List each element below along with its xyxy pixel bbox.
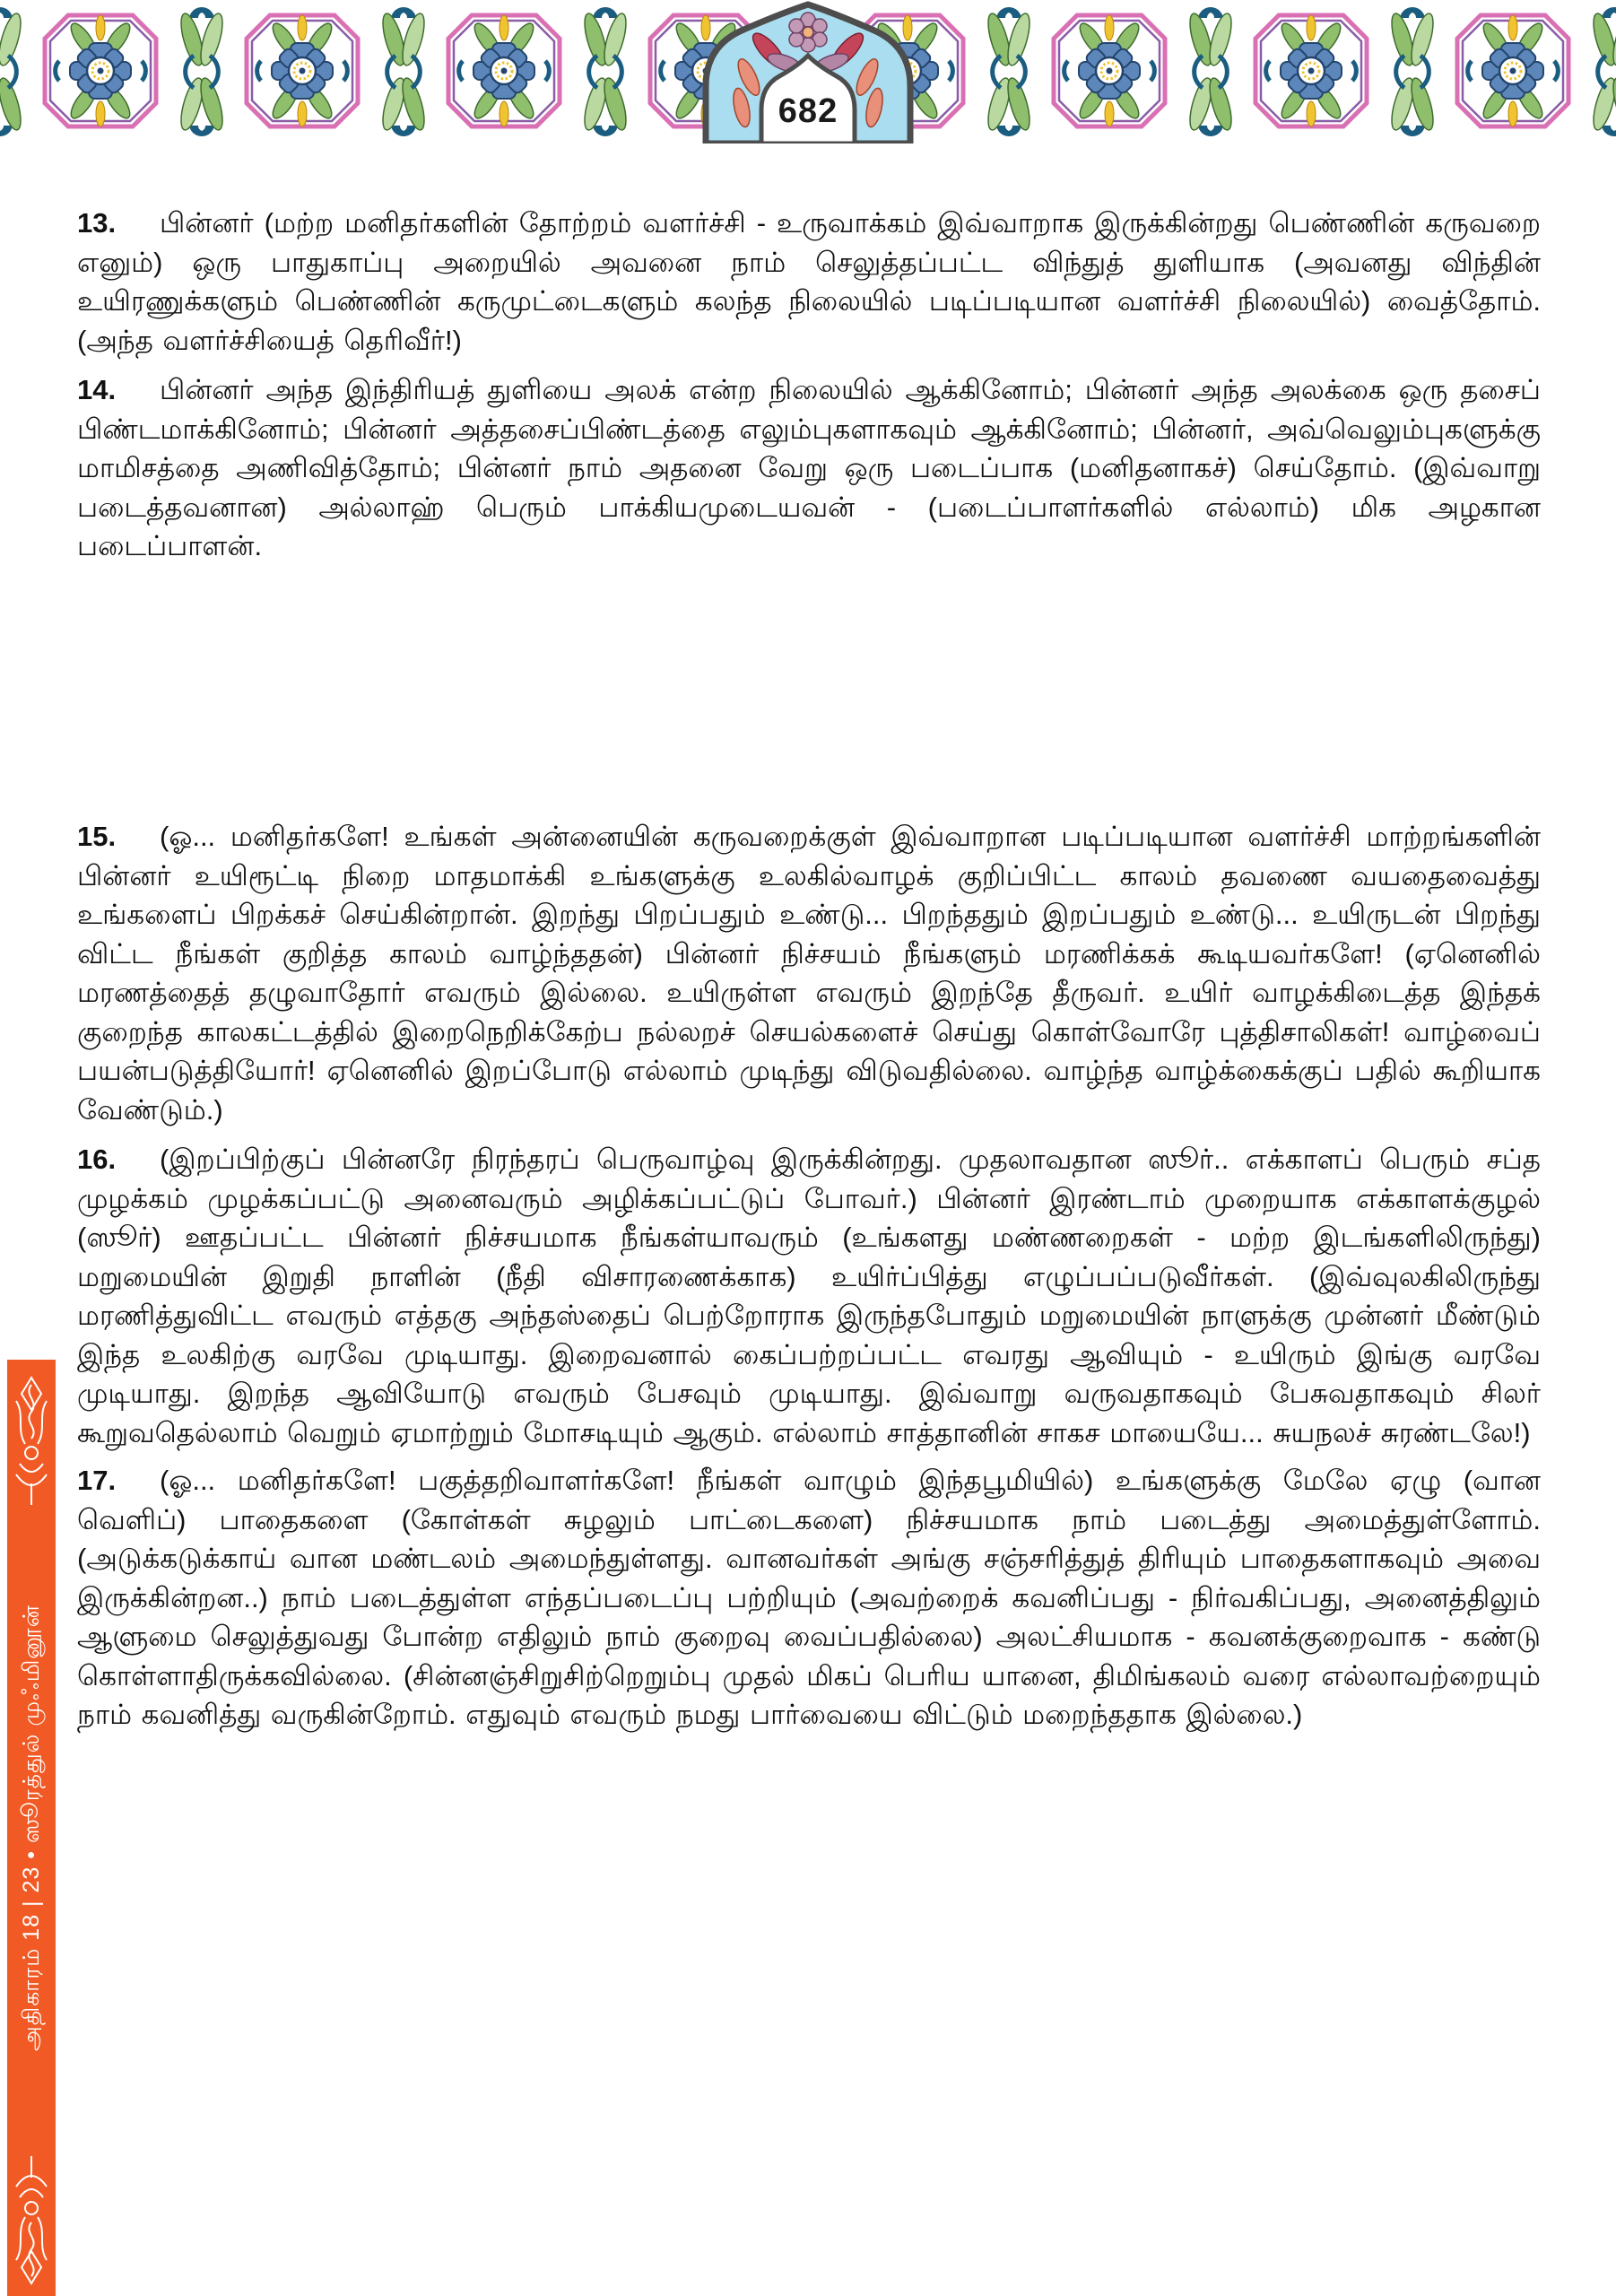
verse-paragraph-17 [77, 1461, 1541, 1735]
verse-number: 17. [77, 1465, 117, 1496]
verse-paragraph-15 [77, 817, 1541, 1129]
sidebar-ornament-bottom-icon [11, 2152, 52, 2287]
verse-text: பின்னர் (மற்ற மனிதர்களின் தோற்றம் வளர்ச்சி - உருவாக்கம் இவ்வாறாக இருக்கின்றது பெண்ணின் கருவறை எனும்) ஒரு பாதுகாப்பு அறையில் அவனை நாம் செலுத்தப்பட்ட விந்துத் துளியாக (அவனது விந்தின் உயிரணுக்களும் பெண்ணின் கருமுட்டைகளும் கலந்த நிலையில் படிப்படியான வளர்ச்சி நிலையில்) வைத்தோம். (அந்த வளர்ச்சியைத் தெரிவீர்!) [77, 207, 1541, 356]
verse-number: 13. [77, 207, 117, 239]
verse-paragraph-14 [77, 370, 1541, 566]
verse-paragraph-13 [77, 204, 1541, 360]
page-number-arch [693, 0, 923, 144]
verse-text: (ஓ... மனிதர்களே! பகுத்தறிவாளர்களே! நீங்கள் வாழும் இந்தபூமியில்) உங்களுக்கு மேலே ஏழு (வான வெளிப்) பாதைகளை (கோள்கள் சுழலும் பாட்டைகளை) நிச்சயமாக நாம் படைத்து அமைத்துள்ளோம். (அடுக்கடுக்காய் வான மண்டலம் அமைந்துள்ளது. வானவர்கள் அங்கு சஞ்சரித்துத் திரியும் பாதைகளாகவும் அவை இருக்கின்றன..) நாம் படைத்துள்ள எந்தப்படைப்பு பற்றியும் (அவற்றைக் கவனிப்பது - நிர்வகிப்பது, அனைத்திலும் ஆளுமை செலுத்துவது போன்ற எதிலும் நாம் குறைவு வைப்பதில்லை) அலட்சியமாக - கவனக்குறைவாக - கண்டு கொள்ளாதிருக்கவில்லை. (சின்னஞ்சிறுசிற்றெறும்பு முதல் மிகப் பெரிய யானை, திமிங்கலம் வரை எல்லாவற்றையும் நாம் கவனித்து வருகின்றோம். எதுவும் எவரும் நமது பார்வையை விட்டும் மறைந்ததாக இல்லை.) [77, 1465, 1541, 1730]
page-number: 682 [778, 92, 838, 130]
verse-number: 14. [77, 374, 117, 405]
chapter-sidebar-label: அதிகாரம் 18 | 23 • ஸூரத்துல் முஃமினூன் [19, 1605, 44, 2051]
verse-text: (ஓ... மனிதர்களே! உங்கள் அன்னையின் கருவறைக்குள் இவ்வாறான படிப்படியான வளர்ச்சி மாற்றங்களின் பின்னர் உயிரூட்டி நிறை மாதமாக்கி உங்களுக்கு உலகில்வாழக் குறிப்பிட்ட காலம் தவணை வயதைவைத்து உங்களைப் பிறக்கச் செய்கின்றான். இறந்து பிறப்பதும் உண்டு... பிறந்ததும் இறப்பதும் உண்டு... உயிருடன் பிறந்து விட்ட நீங்கள் குறித்த காலம் வாழ்ந்ததன்) பின்னர் நிச்சயம் நீங்களும் மரணிக்கக் கூடியவர்களே! (ஏனெனில் மரணத்தைத் தழுவாதோர் எவரும் இல்லை. உயிருள்ள எவரும் இறந்தே தீருவர். உயிர் வாழக்கிடைத்த இந்தக் குறைந்த காலகட்டத்தில் இறைநெறிக்கேற்ப நல்லறச் செயல்களைச் செய்து கொள்வோரே புத்திசாலிகள்! வாழ்வைப் பயன்படுத்தியோர்! ஏனெனில் இறப்போடு எல்லாம் முடிந்து விடுவதில்லை. வாழ்ந்த வாழ்க்கைக்குப் பதில் கூறியாக வேண்டும்.) [77, 821, 1541, 1126]
verse-text: பின்னர் அந்த இந்திரியத் துளியை அலக் என்ற நிலையில் ஆக்கினோம்; பின்னர் அந்த அலக்கை ஒரு தசைப் பிண்டமாக்கினோம்; பின்னர் அத்தசைப்பிண்டத்தை எலும்புகளாகவும் ஆக்கினோம்; பின்னர், அவ்வெலும்புகளுக்கு மாமிசத்தை அணிவித்தோம்; பின்னர் நாம் அதனை வேறு ஒரு படைப்பாக (மனிதனாகச்) செய்தோம். (இவ்வாறு படைத்தவனான) அல்லாஹ் பெரும் பாக்கியமுடையவன் - (படைப்பாளர்களில் எல்லாம்) மிக அழகான படைப்பாளன். [77, 374, 1541, 561]
verse-number: 15. [77, 821, 117, 852]
verse-number: 16. [77, 1144, 117, 1175]
chapter-sidebar [7, 1360, 56, 2296]
verse-paragraph-16 [77, 1140, 1541, 1452]
verse-text: (இறப்பிற்குப் பின்னரே நிரந்தரப் பெருவாழ்வு இருக்கின்றது. முதலாவதான ஸூர்.. எக்காளப் பெரும் சப்த முழக்கம் முழக்கப்பட்டு அனைவரும் அழிக்கப்பட்டுப் போவர்.) பின்னர் இரண்டாம் முறையாக எக்காளக்குழல் (ஸூர்) ஊதப்பட்ட பின்னர் நிச்சயமாக நீங்கள்யாவரும் (உங்களது மண்ணறைகள் - மற்ற இடங்களிலிருந்து) மறுமையின் இறுதி நாளின் (நீதி விசாரணைக்காக) உயிர்ப்பித்து எழுப்பப்படுவீர்கள். (இவ்வுலகிலிருந்து மரணித்துவிட்ட எவரும் எத்தகு அந்தஸ்தைப் பெற்றோராக இருந்தபோதும் மறுமையின் நாளுக்கு முன்னர் மீண்டும் இந்த உலகிற்கு வரவே முடியாது. இறைவனால் கைப்பற்றப்பட்ட எவரது ஆவியும் - உயிரும் இங்கு வரவே முடியாது. இறந்த ஆவியோடு எவரும் பேசவும் முடியாது. இவ்வாறு வருவதாகவும் பேசுவதாகவும் சிலர் கூறுவதெல்லாம் வெறும் ஏமாற்றும் மோசடியும் ஆகும். எல்லாம் சாத்தானின் சாகச மாயையே... சுயநலச் சுரண்டலே!) [77, 1144, 1541, 1448]
sidebar-ornament-top-icon [11, 1374, 52, 1509]
